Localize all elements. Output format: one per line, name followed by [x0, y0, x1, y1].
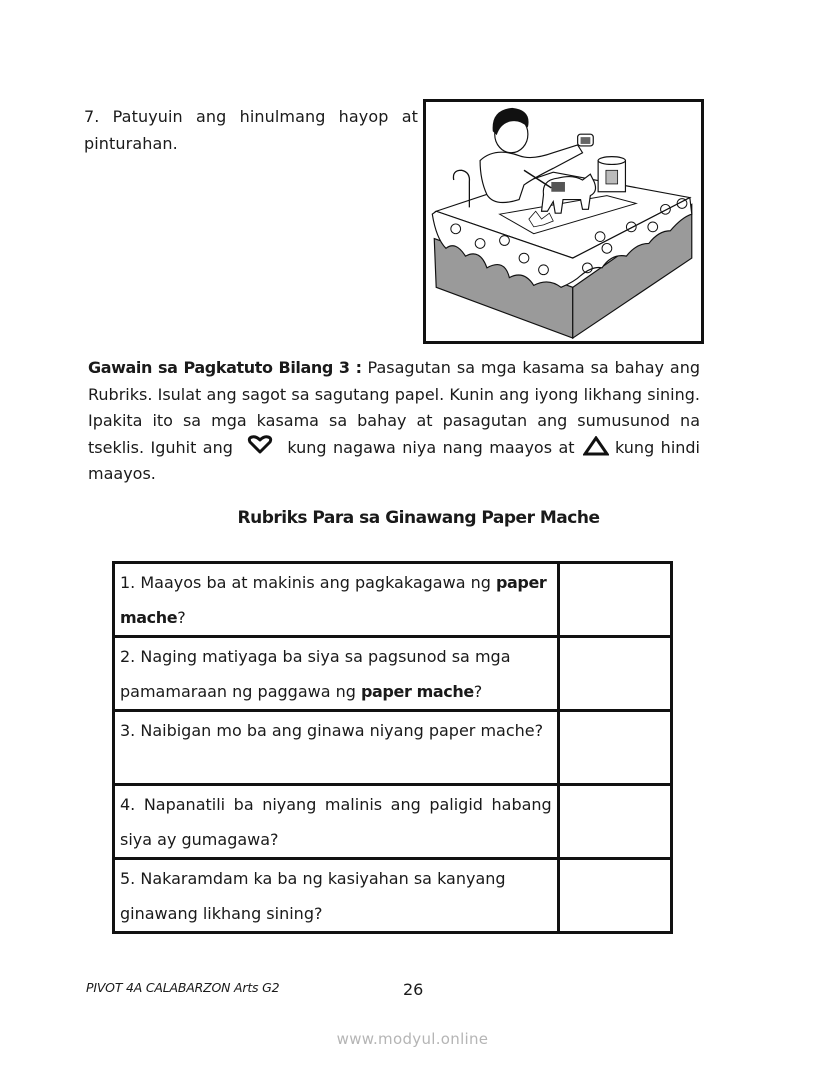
rubric-question-4	[114, 785, 559, 859]
illustration-drawing	[426, 102, 701, 341]
rubric-answer-cell-3[interactable]	[558, 711, 671, 785]
rubric-question-2	[114, 637, 559, 711]
triangle-icon	[583, 436, 609, 456]
question-text: 5. Nakaramdam ka ba ng kasiyahan sa kanyang ginawang likhang sining?	[120, 869, 506, 923]
question-text: 3. Naibigan mo ba ang ginawa niyang paper mache?	[120, 721, 544, 740]
activity-instructions	[88, 355, 700, 488]
step-7-line-1: 7. Patuyuin ang hinulmang hayop at	[84, 107, 418, 126]
watermark-link[interactable]: www.modyul.online	[336, 1030, 489, 1048]
question-suffix: ?	[177, 608, 186, 627]
heart-icon	[247, 435, 273, 455]
instructions-text-2: kung nagawa niya nang maayos at	[287, 437, 575, 457]
page-number: 26	[403, 980, 424, 999]
rubric-title-text: Rubriks Para sa Ginawang Paper Mache	[237, 508, 600, 528]
table-row	[114, 859, 672, 933]
rubric-answer-cell-2[interactable]	[558, 637, 671, 711]
rubric-question-5	[114, 859, 559, 933]
rubric-answer-cell-5[interactable]	[558, 859, 671, 933]
rubric-table	[112, 561, 673, 934]
rubric-answer-cell-4[interactable]	[558, 785, 671, 859]
step-7-line-2: pinturahan.	[84, 134, 178, 153]
table-row	[114, 637, 672, 711]
question-suffix: ?	[473, 682, 483, 701]
table-row	[114, 563, 672, 637]
question-text: 4. Napanatili ba niyang malinis ang paligid habang siya ay gumagawa?	[120, 795, 552, 849]
instructions-text-3: kung hindi maayos.	[88, 437, 700, 483]
footer-module-label: PIVOT 4A CALABARZON Arts G2	[86, 980, 280, 995]
rubric-answer-cell-1[interactable]	[558, 563, 671, 637]
instructions-text-1: Pasagutan sa mga kasama sa bahay ang Rubriks. Isulat ang sagot sa sagutang papel. Kunin ang iyong likhang sining. Ipakita ito sa mga kasama sa bahay at pasagutan ang sumusunod na tseklis. Iguhit ang	[88, 358, 700, 457]
rubric-question-1	[114, 563, 559, 637]
table-row	[114, 785, 672, 859]
rubric-question-3	[114, 711, 559, 785]
question-text: 1. Maayos ba at makinis ang pagkakagawa ng	[120, 573, 496, 592]
child-painting-illustration	[423, 99, 704, 344]
question-bold-term: paper mache	[120, 573, 547, 627]
step-7-text	[84, 103, 418, 157]
rubric-title	[0, 508, 825, 528]
activity-title: Gawain sa Pagkatuto Bilang 3 :	[88, 358, 362, 377]
question-bold-term: paper mache	[360, 682, 474, 701]
question-text: 2. Naging matiyaga ba siya sa pagsunod sa mga pamamaraan ng paggawa ng	[120, 647, 511, 701]
table-row	[114, 711, 672, 785]
